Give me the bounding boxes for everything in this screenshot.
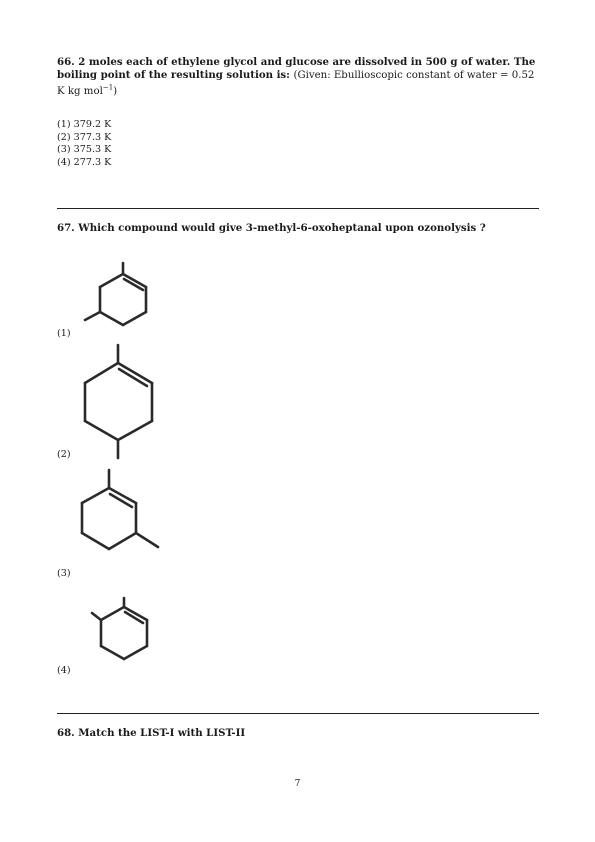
structure-option-1[interactable] xyxy=(80,260,160,330)
structure-option-3[interactable] xyxy=(78,465,163,555)
ring-bond xyxy=(85,421,118,440)
ring-bond xyxy=(100,274,123,287)
ring-bond xyxy=(118,421,152,440)
section-divider xyxy=(57,713,539,714)
structure-label-2: (2) xyxy=(57,449,71,460)
question-68-stem xyxy=(57,727,537,740)
question-66-options xyxy=(57,119,111,169)
structure-option-4[interactable] xyxy=(88,595,158,665)
ring-bond xyxy=(85,363,118,383)
ring-bond xyxy=(82,488,109,503)
option-1[interactable]: (1) 379.2 K xyxy=(57,119,112,130)
ring-bond xyxy=(82,533,109,549)
option-2[interactable]: (2) 377.3 K xyxy=(57,131,112,143)
ring-bond xyxy=(101,607,124,620)
given-exponent: −1 xyxy=(102,84,114,92)
question-67-stem xyxy=(57,222,537,235)
branch-bond xyxy=(92,613,101,620)
question-67-text: Which compound would give 3-methyl-6-oxoheptanal upon ozonolysis ? xyxy=(78,222,486,234)
structure-label-3: (3) xyxy=(57,568,71,579)
structure-label-4: (4) xyxy=(57,665,71,676)
given-close: ) xyxy=(113,86,118,98)
given-text: (Given: Ebullioscopic constant of water = 0.52 K kg mol xyxy=(57,70,535,98)
ring-bond xyxy=(101,646,124,659)
question-66-stem xyxy=(57,56,537,98)
question-67-number: 67. xyxy=(57,222,79,234)
ring-bond xyxy=(123,312,146,325)
ring-bond xyxy=(109,533,136,549)
ring-bond xyxy=(124,646,147,659)
structure-label-1: (1) xyxy=(57,328,71,339)
methyl-bond xyxy=(85,312,100,320)
page-number: 7 xyxy=(294,779,301,789)
question-66-text: 2 moles each of ethylene glycol and glucose are dissolved in 500 g of water. The boiling point of the resulting solution is: xyxy=(57,56,536,81)
question-66-number: 66. xyxy=(57,56,79,68)
option-3[interactable]: (3) 375.3 K xyxy=(57,144,112,156)
section-divider xyxy=(57,208,539,209)
option-4[interactable]: (4) 277.3 K xyxy=(57,156,112,168)
methyl-bond xyxy=(136,533,158,547)
structure-option-2[interactable] xyxy=(80,340,160,465)
question-68-number: 68. xyxy=(57,727,79,739)
question-68-text: Match the LIST-I with LIST-II xyxy=(78,727,246,739)
ring-bond xyxy=(100,312,123,325)
